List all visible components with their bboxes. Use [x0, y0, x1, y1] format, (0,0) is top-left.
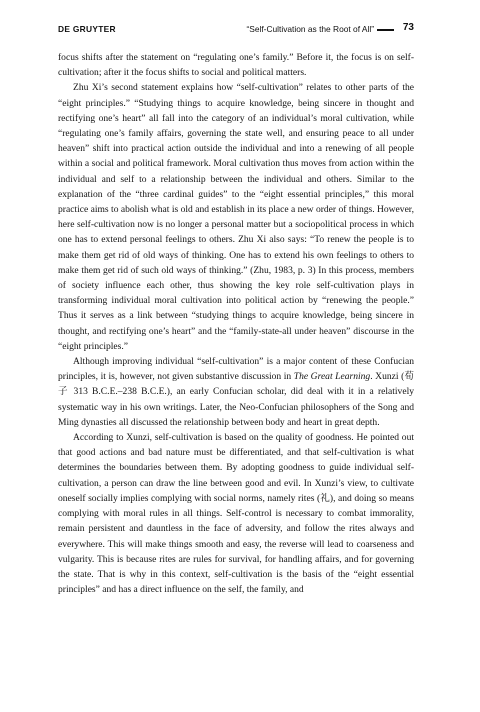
running-head [58, 22, 414, 36]
book-title: The Great Learning [293, 371, 371, 383]
body-text [58, 50, 414, 597]
paragraph-2: Zhu Xi’s second statement explains how “self-cultivation” relates to other parts of the “eight principles.” “Studying things to acquire knowledge, being sincere in thought and rectifying one’s heart” all fall into the category of an individual’s moral cultivation, while “regulating one’s family affairs, governing the state well, and ensuring peace to all under heaven” shift into practical action outside the individual and into a renewing of all people within a social and political framework. Moral cultivation thus moves from action within the individual and self to a relationship between the individual and others. Similar to the explanation of the “three cardinal guides” to the “eight essential principles,” this moral practice aims to abolish what is old and establish in its place a new order of things. However, here self-cultivation now is no longer a personal matter but a sociopolitical process in which one has to extend personal feelings to others. Zhu Xi also says: “To renew the people is to make them get rid of old ways of thinking. One has to extend his own feelings to others to make them get rid of such old ways of thinking.” (Zhu, 1983, p. 3) In this process, members of society influence each other, thus showing the key role self-cultivation plays in transforming individual moral cultivation into political action by “renewing the people.” Thus it serves as a link between “studying things to acquire knowledge, being sincere in thought, and rectifying one’s heart” and the “family-state-all under heaven” discourse in the “eight principles.” [58, 82, 414, 352]
page-number: 73 [402, 22, 414, 33]
running-title: “Self-Cultivation as the Root of All” [246, 24, 374, 34]
paragraph-3: Although improving individual “self-cultivation” is a major content of these Confucian principles, it is, however, not given substantive discussion in The Great Learning. Xunzi (荀子 313 B.C.E.–238 B.C.E.), an early Confucian scholar, did deal with it in a relatively systematic way in his own writings. Later, the Neo-Confucian philosophers of the Song and Ming dynasties all discussed the relationship between body and heart in great depth. [58, 356, 415, 428]
header-rule [377, 29, 394, 31]
publisher-name: DE GRUYTER [58, 24, 116, 34]
paragraph-1: focus shifts after the statement on “regulating one’s family.” Before it, the focus is on self-cultivation; after it the focus shifts to social and political matters. [58, 52, 414, 79]
paragraph-4: According to Xunzi, self-cultivation is based on the quality of goodness. He pointed out that good actions and bad nature must be differentiated, and that self-cultivation is what determines the boundaries between them. By adopting goodness to guide individual self-cultivation, a person can draw the line between good and evil. In Xunzi’s view, to cultivate oneself socially implies complying with social norms, namely rites (礼), and doing so means complying with moral rules in all things. Self-control is necessary to combat immorality, remain persistent and dauntless in the face of adversity, and follow the rites always and everywhere. This will make things smooth and easy, the reverse will lead to coarseness and vulgarity. This is because rites are rules for survival, for handling affairs, and for governing the state. That is why in this context, self-cultivation is the basis of the “eight essential principles” and has a direct influence on the self, the family, and [58, 432, 414, 596]
